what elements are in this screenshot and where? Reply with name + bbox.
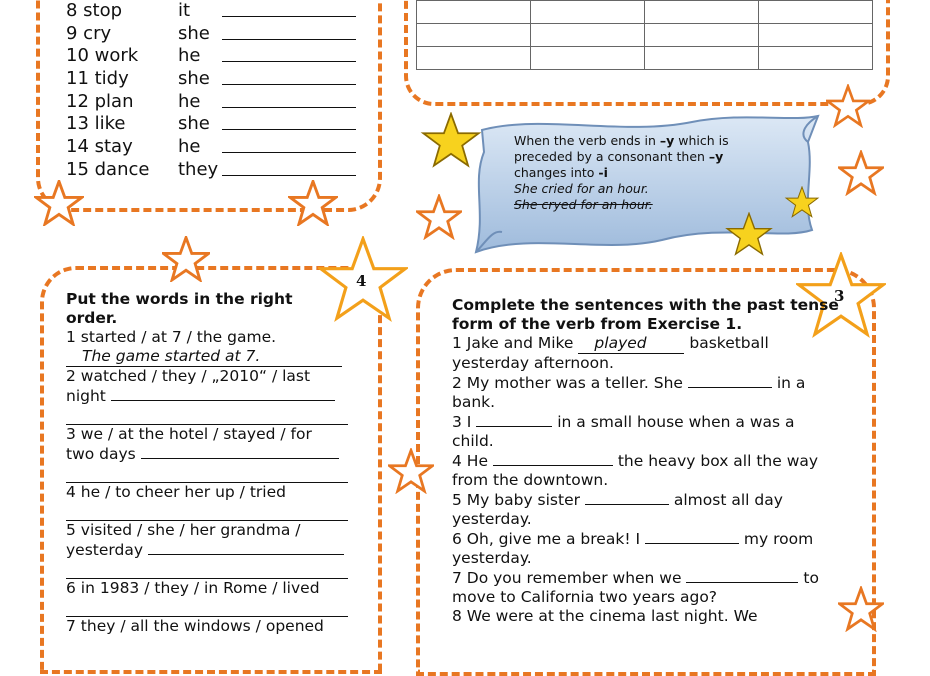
answer-blank[interactable]: [585, 490, 669, 505]
star-outline-icon: [34, 180, 84, 226]
grid-cell[interactable]: [531, 1, 645, 24]
answer-blank[interactable]: [645, 529, 739, 544]
answer-blank[interactable]: [222, 91, 356, 108]
example-answer: played: [578, 334, 684, 354]
answer-blank[interactable]: [66, 406, 348, 425]
grid-cell[interactable]: [417, 24, 531, 47]
star-outline-icon: [838, 586, 884, 632]
answer-blank[interactable]: [222, 113, 356, 130]
answer-blank[interactable]: [688, 373, 772, 388]
star-icon: [420, 112, 482, 168]
example-answer: The game started at 7.: [66, 347, 348, 367]
answer-blank[interactable]: [66, 502, 348, 521]
answer-blank[interactable]: [111, 386, 335, 401]
exercise4: Put the words in the right order. 1 started / at 7 / the game. The game started at 7. 2 watched / they / „2010“ / last night 3 we / at the hotel / stayed / for two days 4 he / to cheer her up / tried 5 visited / she / her grandma / yesterday 6 in 1983 / they / in Rome / lived 7 they / all the windows / opened: [66, 290, 348, 636]
answer-blank[interactable]: [148, 540, 344, 555]
verb-row: 15 dance they: [66, 159, 356, 182]
exercise4-number: 4: [356, 272, 367, 290]
star-outline-icon: [826, 84, 870, 128]
grid-cell[interactable]: [759, 24, 873, 47]
verb-row: 14 stay he: [66, 136, 356, 159]
answer-blank[interactable]: [141, 444, 339, 459]
star-outline-icon: [838, 150, 884, 196]
star-outline-icon: [388, 448, 434, 494]
answer-blank[interactable]: [222, 23, 356, 40]
star-icon: [784, 186, 820, 218]
star-icon: [722, 212, 776, 256]
verb-row: 11 tidy she: [66, 68, 356, 91]
rule-tip: When the verb ends in –y which is preceded by a consonant then –y changes into -i She cried for an hour. She cryed for an hour.: [514, 133, 729, 212]
exercise4-heading: Put the words in the right order.: [66, 290, 293, 327]
grid-cell[interactable]: [759, 47, 873, 70]
answer-blank[interactable]: [476, 412, 552, 427]
verb-row: 10 work he: [66, 45, 356, 68]
answer-blank[interactable]: [222, 0, 356, 17]
answer-blank[interactable]: [66, 598, 348, 617]
verb-row: 13 like she: [66, 113, 356, 136]
star-outline-icon: [162, 236, 210, 282]
answer-blank[interactable]: [66, 560, 348, 579]
grid-cell[interactable]: [531, 47, 645, 70]
answer-blank[interactable]: [222, 68, 356, 85]
answer-blank[interactable]: [493, 451, 613, 466]
verb-row: 9 cry she: [66, 23, 356, 46]
grid-cell[interactable]: [645, 47, 759, 70]
star-outline-icon: [416, 194, 462, 240]
star-outline-icon: [288, 180, 338, 226]
grid-cell[interactable]: [645, 24, 759, 47]
answer-blank[interactable]: [66, 464, 348, 483]
empty-grid-table: [416, 0, 873, 70]
exercise3-number: 3: [834, 287, 845, 305]
grid-cell[interactable]: [759, 1, 873, 24]
answer-blank[interactable]: [222, 136, 356, 153]
verb-row: 8 stop it: [66, 0, 356, 23]
grid-cell[interactable]: [645, 1, 759, 24]
grid-cell[interactable]: [417, 1, 531, 24]
grid-cell[interactable]: [531, 24, 645, 47]
exercise3-heading: Complete the sentences with the past tense form of the verb from Exercise 1.: [452, 296, 839, 333]
verb-list: [66, 0, 356, 182]
verb-row: 12 plan he: [66, 91, 356, 114]
grid-cell[interactable]: [417, 47, 531, 70]
exercise3: Complete the sentences with the past tense form of the verb from Exercise 1. 1 Jake and Mike played basketball yesterday afternoon. 2 My mother was a teller. She in a bank. 3 I in a small house when a was a child. 4 He the heavy box all the way from the downtown. 5 My baby sister almost all day yesterday. 6 Oh, give me a break! I my room yesterday. 7 Do you remember when we to move to California two years ago? 8 We were at the cinema last night. We: [452, 296, 844, 626]
answer-blank[interactable]: [222, 45, 356, 62]
answer-blank[interactable]: [222, 159, 356, 176]
answer-blank[interactable]: [686, 568, 798, 583]
